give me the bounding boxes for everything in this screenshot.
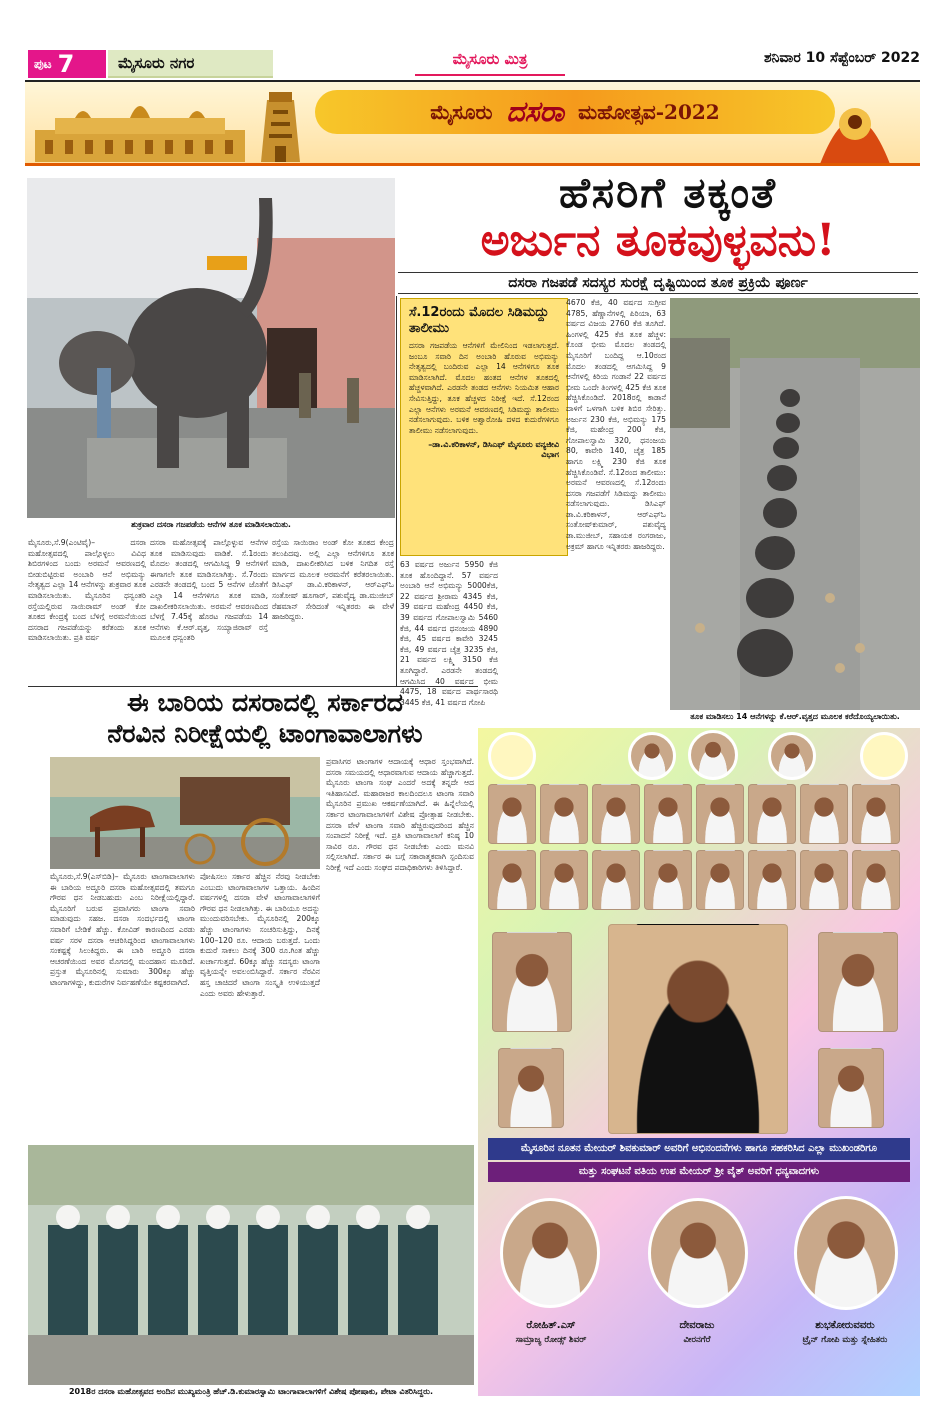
chamundeshwari-icon [810,84,900,164]
portrait [592,784,640,844]
lead-column-2: ದಸರಾ ಮಹೋತ್ಸವಕ್ಕೆ ಪಾಲ್ಗೊಳ್ಳುವ ಆನೆಗಳ ತೂಕ ಮಾಡಿಸುವುದು ವಾಡಿಕೆ. ಸೆ.1ರಂದು ಮೊದಲ ತಂಡದಲ್ಲಿ ಆಗಮಿಸಿದ್ದ 9 ಆನೆಗಳಿಗೆ ಈಗಾಗಲೇ ತೂಕ ಮಾಡಿಸಲಾಗಿತ್ತು. ಸೆ.7ರಂದು ಎರಡನೇ ತಂಡದಲ್ಲಿ ಬಂದ 5 ಆನೆಗಳ ಜೊತೆಗೆ ಎಲ್ಲಾ 14 ಆನೆಗಳಿಗೂ ತೂಕ ಮಾಡಿ, ದಾಖಲೀಕರಿಸಲಾಯಿತು. ಅರಮನೆ ಆವರಣದಿಂದ ಬೆಳಗ್ಗೆ 7.45ಕ್ಕೆ ಹೊರಟ ಗಜಪಡೆಯ 14 ಆನೆಗಳು ಕೆ.ಆರ್.ವೃತ್ತ, ಸಯ್ಯಾಜಿರಾವ್ ರಸ್ತೆ ಮೂಲಕ ಧನ್ವಂತರಿ [150,538,268,643]
king-portrait [768,732,816,780]
tonga-headline-line2: ನೆರವಿನ ನಿರೀಕ್ಷೆಯಲ್ಲಿ ಟಾಂಗಾವಾಲಾಗಳು [107,719,423,748]
tonga-column-1: ಮೈಸೂರು,ಸೆ.9(ಎಸ್‌ಬಿಡಿ)– ಮೈಸೂರು ಟಾಂಗಾವಾಲಾಗಳು ಈ ಬಾರಿಯ ಅದ್ದೂರಿ ದಸರಾ ಮಹೋತ್ಸವದಲ್ಲಿ ತಮಗೂ ಗೌರವ ಧನ ನೀಡಬಹುದು ಎಂಬ ನಿರೀಕ್ಷೆಯಲ್ಲಿದ್ದಾರೆ. ಮೈಸೂರಿಗೆ ಬರುವ ಪ್ರವಾಸಿಗರು ಟಾಂಗಾ ಸವಾರಿ ಮಾಡುವುದು ಸಹಜ. ದಸರಾ ಸಂದರ್ಭದಲ್ಲಿ ಟಾಂಗಾ ಸವಾರಿಗೆ ಬೇಡಿಕೆ ಹೆಚ್ಚು. ಕೋವಿಡ್ ಕಾರಣದಿಂದ ಎರಡು ವರ್ಷ ಸರಳ ದಸರಾ ಆಚರಿಸಿದ್ದರಿಂದ ಟಾಂಗಾವಾಲಾಗಳು ಸಂಕಷ್ಟಕ್ಕೆ ಸಿಲುಕಿದ್ದರು. ಈ ಬಾರಿ ಅದ್ದೂರಿ ದಸರಾ ಆಚರಣೆಯಿಂದ ಅವರ ಮೊಗದಲ್ಲಿ ಮಂದಹಾಸ ಮೂಡಿದೆ. ಪ್ರಸ್ತುತ ಮೈಸೂರಿನಲ್ಲಿ ಸುಮಾರು 300ಕ್ಕೂ ಹೆಚ್ಚು ಟಾಂಗಾಗಳಿದ್ದು, ಕುದುರೆಗಳ ನಿರ್ವಹಣೆಯೇ ಕಷ್ಟಕರವಾಗಿದೆ. [50,872,195,987]
person-name: ಶುಭಕೋರುವವರು [815,1320,875,1331]
advert-main-band: ಮೈಸೂರಿನ ನೂತನ ಮೇಯರ್ ಶಿವಕುಮಾರ್ ಅವರಿಗೆ ಅಭಿನಂದನೆಗಳು ಹಾಗೂ ಸಹಕರಿಸಿದ ಎಲ್ಲಾ ಮುಖಂಡರಿಗೂ [488,1138,910,1160]
banner-city: ಮೈಸೂರು [430,100,493,124]
mayor-portrait [608,924,788,1134]
group-photo-caption: 2018ರ ದಸರಾ ಮಹೋತ್ಸವದ ಅಂದಿನ ಮುಖ್ಯಮಂತ್ರಿ ಹೆಚ್.ಡಿ.ಕುಮಾರಸ್ವಾಮಿ ಟಾಂಗಾವಾಲಾಗಳಿಗೆ ವಿಶೇಷ ಪೋಷಾಕು, ಪೇಟಾ ವಿತರಿಸಿದ್ದರು. [28,1387,474,1397]
portrait [818,1048,884,1128]
dasara-banner [25,82,920,166]
person-name: ದೇವರಾಜು [679,1320,715,1331]
portrait [592,850,640,910]
highlight-box [400,298,568,556]
portrait [748,784,796,844]
tonga-column-2: ಪೋಷಿಸಲು ಸರ್ಕಾರ ಹೆಚ್ಚಿನ ನೆರವು ನೀಡಬೇಕು ಎಂಬುದು ಟಾಂಗಾವಾಲಾಗಳ ಒತ್ತಾಯ. ಹಿಂದಿನ ವರ್ಷಗಳಲ್ಲಿ ದಸರಾ ವೇಳೆ ಟಾಂಗಾವಾಲಾಗಳಿಗೆ ಗೌರವ ಧನ ನೀಡಲಾಗಿತ್ತು. ಈ ಬಾರಿಯೂ ಅದನ್ನು ಮುಂದುವರಿಸಬೇಕು. ಮೈಸೂರಿನಲ್ಲಿ 200ಕ್ಕೂ ಹೆಚ್ಚು ಟಾಂಗಾಗಳು ಸಂಚರಿಸುತ್ತಿದ್ದು, ದಿನಕ್ಕೆ 100–120 ರೂ. ಆದಾಯ ಬರುತ್ತದೆ. ಒಂದು ಕುದುರೆ ಸಾಕಲು ದಿನಕ್ಕೆ 300 ರೂ.ಗಿಂತ ಹೆಚ್ಚು ಖರ್ಚಾಗುತ್ತದೆ. 60ಕ್ಕೂ ಹೆಚ್ಚು ಸದಸ್ಯರು ಟಾಂಗಾ ವೃತ್ತಿಯನ್ನೇ ಅವಲಂಬಿಸಿದ್ದಾರೆ. ಸರ್ಕಾರ ನೆರವಿನ ಹಸ್ತ ಚಾಚಿದರೆ ಟಾಂಗಾ ಸಂಸ್ಕೃತಿ ಉಳಿಯುತ್ತದೆ ಎಂದು ಅವರು ಹೇಳುತ್ತಾರೆ. [200,872,320,998]
portrait [852,850,900,910]
banner-festival: ಮಹೋತ್ಸವ-2022 [578,100,720,124]
issue-date: ಶನಿವಾರ 10 ಸೆಪ್ಟೆಂಬರ್ 2022 [763,50,920,66]
portrait-well-wisher [794,1196,898,1310]
highlight-body: ದಸರಾ ಗಜಪಡೆಯ ಆನೆಗಳಿಗೆ ಮೇಲಿನಿಂದ ಇಡಲಾಗುತ್ತದೆ. ಜಂಬೂ ಸವಾರಿ ದಿನ ಅಂಬಾರಿ ಹೊರುವ ಅಭಿಮನ್ಯು ನೇತೃತ್ವದಲ್ಲಿ ಬಂದಿರುವ ಎಲ್ಲಾ 14 ಆನೆಗಳಿಗೂ ತೂಕ ಮಾಡಿಸಲಾಗಿದೆ. ಮೊದಲ ಹಂತದ ಆನೆಗಳ ತೂಕದಲ್ಲಿ ಹೆಚ್ಚಳವಾಗಿದೆ. ಎರಡನೇ ತಂಡದ ಆನೆಗಳು ನಿಯಮಿತ ಆಹಾರ ಸೇವಿಸುತ್ತಿದ್ದು, ತೂಕ ಹೆಚ್ಚಳದ ನಿರೀಕ್ಷೆ ಇದೆ. ಸೆ.12ರಂದ ಎಲ್ಲಾ ಆನೆಗಳು ಅರಮನೆ ಆವರಣದಲ್ಲಿ ಸಿಡಿಮದ್ದು ತಾಲೀಮು ನಡೆಸಲಾಗುವುದು. ಬಳಿಕ ಅಶ್ವಾರೋಹಿ ದಳದ ಕುದುರೆಗಳಿಗೂ ತಾಲೀಮು ನಡೆಸಲಾಗುವುದು. [409,341,559,435]
portrait [540,784,588,844]
highlight-byline: –ಡಾ.ವಿ.ಕರಿಕಾಳನ್, ಡಿಸಿಎಫ್ ಮೈಸೂರು ವನ್ಯಜೀವಿ ವಿಭಾಗ [428,440,559,460]
portrait [800,784,848,844]
lead-column-1: ಮೈಸೂರು,ಸೆ.9(ಎಂಟಿವೈ)– ದಸರಾ ಮಹೋತ್ಸವದಲ್ಲಿ ಪಾಲ್ಗೊಳ್ಳಲು ವಿವಿಧ ಶಿಬಿರಗಳಿಂದ ಬಂದು ಅರಮನೆ ಆವರಣದಲ್ಲಿ ಬೀಡುಬಿಟ್ಟಿರುವ ಅಂಬಾರಿ ಆನೆ ಅಭಿಮನ್ಯು ನೇತೃತ್ವದ ಎಲ್ಲಾ 14 ಆನೆಗಳನ್ನು ಶುಕ್ರವಾರ ತೂಕ ಮಾಡಿಸಲಾಯಿತು. ಮೈಸೂರಿನ ಧನ್ವಂತರಿ ರಸ್ತೆಯಲ್ಲಿರುವ ಸಾಯಿರಾಮ್ ಅಂಡ್ ಕೋ ತೂಕದ ಕೇಂದ್ರಕ್ಕೆ ಬಂದ ಬೆಳಿಗ್ಗೆ ಅರಮನೆಯಿಂದ ದಸರಾದ ಗಜಪಡೆಯನ್ನು ಕರೆತಂದು ತೂಕ ಮಾಡಿಸಲಾಯಿತು. ಪ್ರತಿ ವರ್ಷ [28,538,146,643]
portrait [498,1048,564,1128]
portrait [644,850,692,910]
portrait [748,850,796,910]
lead-column-3: ರಸ್ತೆಯ ಸಾಯಿರಾಂ ಅಂಡ್ ಕೋ ತೂಕದ ಕೇಂದ್ರ ತಲುಪಿದವು. ಅಲ್ಲಿ ಎಲ್ಲಾ ಆನೆಗಳಿಗೂ ತೂಕ ಮಾಡಿ, ದಾಖಲೀಕರಿಸಿದ ಬಳಿಕ ನಿಗದಿತ ರಸ್ತೆ ಮಾರ್ಗದ ಮೂಲಕ ಅರಮನೆಗೆ ಕರೆತರಲಾಯಿತು. ಡಿಸಿಎಫ್ ಡಾ.ವಿ.ಕರಿಕಾಳನ್, ಆರ್‌ಎಫ್‌ಓ ಸಂತೋಷ್ ಹೂಗಾರ್, ಪಶುವೈದ್ಯ ಡಾ.ಮುಜೀಬ್ ರೆಹಮಾನ್ ಸೇರಿದಂತೆ ಇನ್ನಿತರರು ಈ ವೇಳೆ ಹಾಜರಿದ್ದರು. [272,538,394,622]
elephant-photo-caption: ಶುಕ್ರವಾರ ದಸರಾ ಗಜಪಡೆಯ ಆನೆಗಳ ತೂಕ ಮಾಡಿಸಲಾಯಿತು. [27,520,395,530]
portrait [488,850,536,910]
lead-headline-line2: ಅರ್ಜುನ ತೂಕವುಳ್ಳವನು! [480,215,836,266]
portrait [696,784,744,844]
banner-dasara: ದಸರಾ [506,95,565,128]
portrait-rohith [500,1198,600,1308]
procession-caption: ತೂಕ ಮಾಡಿಸಲು 14 ಆನೆಗಳನ್ನು ಕೆ.ಆರ್.ವೃತ್ತದ ಮೂಲಕ ಕರೆದೊಯ್ಯಲಾಯಿತು. [670,712,920,722]
page-number: 7 [57,50,75,78]
elephant-weighing-photo [27,178,395,518]
portrait [696,850,744,910]
person-name: ರೋಹಿತ್.ಎಸ್ [526,1320,576,1331]
palace-illustration [35,90,245,162]
lead-subhead: ದಸರಾ ಗಜಪಡೆ ಸದಸ್ಯರ ಸುರಕ್ಷೆ ದೃಷ್ಟಿಯಿಂದ ತೂಕ ಪ್ರಕ್ರಿಯೆ ಪೂರ್ಣ [398,272,918,294]
advert-sub-band: ಮತ್ತು ಸಂಘಟನೆ ವತಿಯ ಉಪ ಮೇಯರ್ ಶ್ರೀ ವೈತ್ ಅವರಿಗೆ ಧನ್ಯವಾದಗಳು [488,1162,910,1182]
saint-portrait [628,732,676,780]
tongawala-group-photo [28,1145,474,1385]
section-name: ಮೈಸೂರು ನಗರ [108,50,273,78]
tonga-photo [50,757,320,869]
portrait [818,932,898,1032]
person-role: ಟ್ರೈನ್ ಗೋಪಿ ಮತ್ತು ಸ್ನೇಹಿತರು [802,1335,888,1345]
portrait [492,932,572,1032]
tonga-column-3: ಪ್ರವಾಸಿಗರ ಟಾಂಗಾಗಳ ಆದಾಯಕ್ಕೆ ಆಧಾರ ಸ್ತಂಭವಾಗಿದೆ. ದಸರಾ ಸಮಯದಲ್ಲಿ ಆಧಾರವಾಗುವ ಆದಾಯ ಹೆಚ್ಚಾಗುತ್ತದೆ. ಮೈಸೂರು ಟಾಂಗಾ ಸಂಘ ಎಂದರೆ ಅದಕ್ಕೆ ತನ್ನದೇ ಆದ ಇತಿಹಾಸವಿದೆ. ಮಹಾರಾಜರ ಕಾಲದಿಂದಲೂ ಟಾಂಗಾ ಸವಾರಿ ಮೈಸೂರಿನ ಪ್ರಮುಖ ಆಕರ್ಷಣೆಯಾಗಿದೆ. ಈ ಹಿನ್ನೆಲೆಯಲ್ಲಿ ಸರ್ಕಾರ ಟಾಂಗಾವಾಲಾಗಳಿಗೆ ವಿಶೇಷ ಪ್ರೋತ್ಸಾಹ ನೀಡಬೇಕು. ದಸರಾ ವೇಳೆ ಟಾಂಗಾ ಸವಾರಿ ಹೆಚ್ಚಿರುವುದರಿಂದ ಹೆಚ್ಚಿನ ಸಂಪಾದನೆ ನಿರೀಕ್ಷೆ ಇದೆ. ಪ್ರತಿ ಟಾಂಗಾವಾಲಾಗೆ ಕನಿಷ್ಠ 10 ಸಾವಿರ ರೂ. ಗೌರವ ಧನ ನೀಡಬೇಕು ಎಂದು ಮನವಿ ಸಲ್ಲಿಸಲಾಗಿದೆ. ಸರ್ಕಾರ ಈ ಬಗ್ಗೆ ಸಕಾರಾತ್ಮಕವಾಗಿ ಸ್ಪಂದಿಸುವ ನಿರೀಕ್ಷೆ ಇದೆ ಎಂದು ಸಂಘದ ಪದಾಧಿಕಾರಿಗಳು ತಿಳಿಸಿದ್ದಾರೆ. [326,757,474,872]
masthead: ಮೈಸೂರು ಮಿತ್ರ [415,50,565,76]
portrait-devaraju [648,1198,748,1308]
lead-column-4: 63 ವರ್ಷದ ಅರ್ಜುನ 5950 ಕೆಜಿ ತೂಕ ಹೊಂದಿದ್ದಾನೆ. 57 ವರ್ಷದ ಅಂಬಾರಿ ಆನೆ ಅಭಿಮನ್ಯು 5000ಕೆಜಿ, 22 ವರ್ಷದ ಶ್ರೀರಾಮ 4345 ಕೆಜಿ, 39 ವರ್ಷದ ಮಹೇಂದ್ರ 4450 ಕೆಜಿ, 39 ವರ್ಷದ ಗೋಪಾಲಸ್ವಾಮಿ 5460 ಕೆಜಿ, 44 ವರ್ಷದ ಧನಂಜಯ 4890 ಕೆಜಿ, 45 ವರ್ಷದ ಕಾವೇರಿ 3245 ಕೆಜಿ, 49 ವರ್ಷದ ಚೈತ್ರ 3235 ಕೆಜಿ, 21 ವರ್ಷದ ಲಕ್ಷ್ಮಿ 3150 ಕೆಜಿ ತೂಗಿದ್ದಾರೆ. ಎರಡನೇ ತಂಡದಲ್ಲಿ ಆಗಮಿಸಿದ 40 ವರ್ಷದ ಭೀಮ 4475, 18 ವರ್ಷದ ಪಾರ್ಥಸಾರಥಿ 3445 ಕೆಜಿ, 41 ವರ್ಷದ ಗೋಪಿ [400,560,498,707]
section-divider [28,686,478,687]
person-role: ಸಾಮ್ರಾಜ್ಯ ರೋಡ್ಸ್ ಶಿವರ್ [515,1335,587,1345]
portrait [488,784,536,844]
person-role: ವೀರನಗೆರೆ [683,1335,711,1345]
portrait [644,784,692,844]
temple-gopura-illustration [253,90,308,162]
portrait [540,850,588,910]
sword-emblem-icon [488,732,536,780]
lead-headline-line1: ಹೆಸರಿಗೆ ತಕ್ಕಂತೆ [559,168,777,217]
sword-emblem-icon [860,732,908,780]
tonga-headline-line1: ಈ ಬಾರಿಯ ದಸರಾದಲ್ಲಿ ಸರ್ಕಾರದ [127,688,403,717]
elephant-procession-photo [670,298,920,710]
column-divider [396,296,397,686]
portrait [800,850,848,910]
dasara-ribbon [315,90,835,134]
page-number-badge [28,50,106,78]
congratulation-advert [478,728,920,1396]
highlight-heading: ಸೆ.12ರಂದು ಮೊದಲ ಸಿಡಿಮದ್ದು ತಾಲೀಮು [409,305,549,336]
portrait [852,784,900,844]
page-label: ಪುಟ [34,56,52,71]
lead-column-5: 4670 ಕೆಜಿ, 40 ವರ್ಷದ ಸುಗ್ರೀವ 4785, ಹೆಣ್ಣಾನೆಗಳಲ್ಲಿ ಪಿರಿಯಾ, 63 ವರ್ಷದ ವಿಜಯ 2760 ಕೆಜಿ ತೂಗಿದೆ. ಹಿಂಗಳಲ್ಲಿ 425 ಕೆಜಿ ತೂಕ ಹೆಚ್ಚಳ: ಕೊಂಡ ಭೀಮ ಮೊದಲ ತಂಡದಲ್ಲಿ ಮೈಸೂರಿಗೆ ಬಂದಿದ್ದ ಆ.10ರಂದ ಮೊದಲ ತಂಡದಲ್ಲಿ ಆಗಮಿಸಿದ್ದ 9 ಆನೆಗಳಲ್ಲಿ ಕಿರಿಯ ಗಂಡಾನೆ 22 ವರ್ಷದ ಭೀಮ ಒಂದೇ ತಿಂಗಳಲ್ಲಿ 425 ಕೆಜಿ ತೂಕ ಹೆಚ್ಚಿಸಿಕೊಂಡಿದೆ. 2018ರಲ್ಲಿ ಕಾಡಾನೆ ದಾಳಿಗೆ ಒಳಗಾಗಿ ಬಳಿಕ ಶಿಬಿರ ಸೇರಿತ್ತು. ಅರ್ಜುನ 230 ಕೆಜಿ, ಅಭಿಮನ್ಯು 175 ಕೆಜಿ, ಮಹೇಂದ್ರ 200 ಕೆಜಿ, ಗೋಪಾಲಸ್ವಾಮಿ 320, ಧನಂಜಯ 80, ಕಾವೇರಿ 140, ಚೈತ್ರ 185 ಹಾಗೂ ಲಕ್ಷ್ಮಿ 230 ಕೆಜಿ ತೂಕ ಹೆಚ್ಚಿಸಿಕೊಂಡಿವೆ. ಸೆ.12ರಂದ ತಾಲೀಮು: ಅರಮನೆ ಆವರಣದಲ್ಲಿ ಸೆ.12ರಂದು ದಸರಾ ಗಜಪಡೆಗೆ ಸಿಡಿಮದ್ದು ತಾಲೀಮು ನಡೆಸಲಾಗುವುದು. ಡಿಸಿಎಫ್ ಡಾ.ವಿ.ಕರಿಕಾಳನ್, ಆರ್‌ಎಫ್‌ಓ ಸಂತೋಷ್‌ಕುಮಾರ್, ಪಶುವೈದ್ಯ ಡಾ.ಮುಜೀಬ್, ಸಹಾಯಕ ರಂಗರಾಜು, ಅಕ್ರಮ್ ಹಾಗೂ ಇನ್ನಿತರರು ಹಾಜರಿದ್ದರು. [566,298,666,551]
swami-portrait [688,730,738,780]
